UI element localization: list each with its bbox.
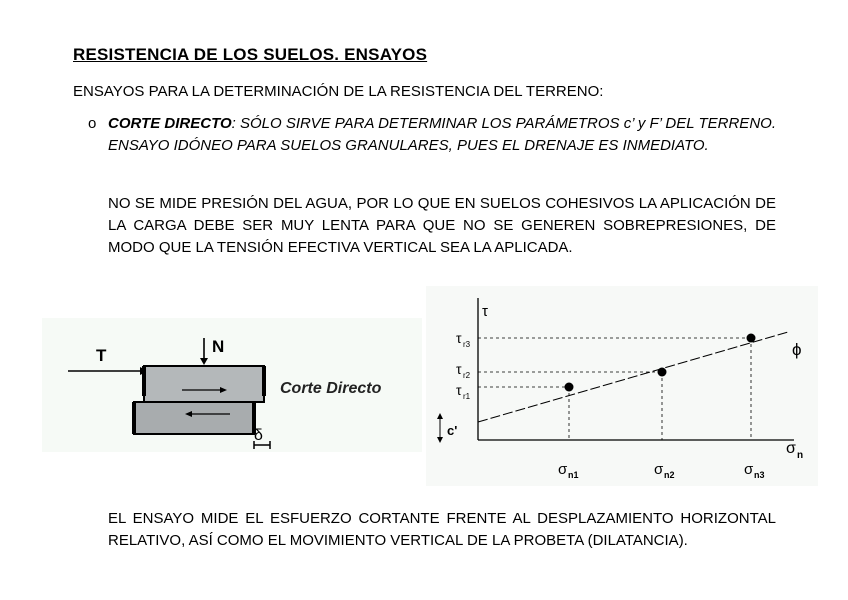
cohesion-label: c' [447, 423, 458, 438]
test-point-1 [565, 383, 574, 392]
svg-text:r2: r2 [463, 371, 471, 380]
page-title: RESISTENCIA DE LOS SUELOS. ENSAYOS [73, 45, 428, 64]
bullet-text: : SÓLO SIRVE PARA DETERMINAR LOS PARÁMETROS c’ y F’ DEL TERRENO. ENSAYO IDÓNEO PARA SUELOS GRANULARES, PUES EL DRENAJE ES INMEDIATO. [108, 115, 776, 154]
bullet-marker: o [88, 115, 97, 132]
svg-text:n3: n3 [754, 470, 765, 480]
upper-box [144, 366, 264, 402]
svg-text:r3: r3 [463, 340, 471, 349]
svg-text:σ: σ [654, 461, 664, 478]
svg-text:τ: τ [456, 361, 462, 377]
y-axis-label: τ [482, 303, 488, 320]
bullet-term: CORTE DIRECTO [108, 115, 232, 132]
svg-text:τ: τ [456, 330, 462, 346]
svg-text:r1: r1 [463, 392, 471, 401]
svg-text:σ: σ [744, 461, 754, 478]
svg-text:n2: n2 [664, 470, 675, 480]
svg-text:σ: σ [558, 461, 568, 478]
label-t: T [96, 346, 107, 365]
svg-text:τ: τ [456, 382, 462, 398]
paragraph-test-measurement: EL ENSAYO MIDE EL ESFUERZO CORTANTE FRENTE AL DESPLAZAMIENTO HORIZONTAL RELATIVO, ASÍ COMO EL MOVIMIENTO VERTICAL DE LA PROBETA (DILATANCIA). [108, 510, 776, 549]
label-delta: δ [254, 427, 263, 444]
failure-envelope-diagram [426, 286, 818, 486]
test-point-2 [658, 368, 667, 377]
svg-text:σ: σ [786, 440, 796, 457]
figure-caption: Corte Directo [280, 380, 382, 397]
svg-text:n1: n1 [568, 470, 579, 480]
intro-text: ENSAYOS PARA LA DETERMINACIÓN DE LA RESISTENCIA DEL TERRENO: [73, 83, 604, 100]
bullet-corte-directo [108, 113, 776, 157]
label-n: N [212, 337, 225, 356]
paragraph-water-pressure: NO SE MIDE PRESIÓN DEL AGUA, POR LO QUE EN SUELOS COHESIVOS LA APLICACIÓN DE LA CARGA DEBE SER MUY LENTA PARA QUE NO SE GENEREN SOBREPRESIONES, DE MODO QUE LA TENSIÓN EFECTIVA VERTICAL SEA LA APLICADA. [108, 195, 776, 256]
shear-box-diagram [42, 318, 422, 452]
lower-box [134, 402, 254, 434]
test-point-3 [747, 334, 756, 343]
svg-text:n: n [797, 450, 804, 461]
phi-label: ϕ [792, 340, 802, 359]
